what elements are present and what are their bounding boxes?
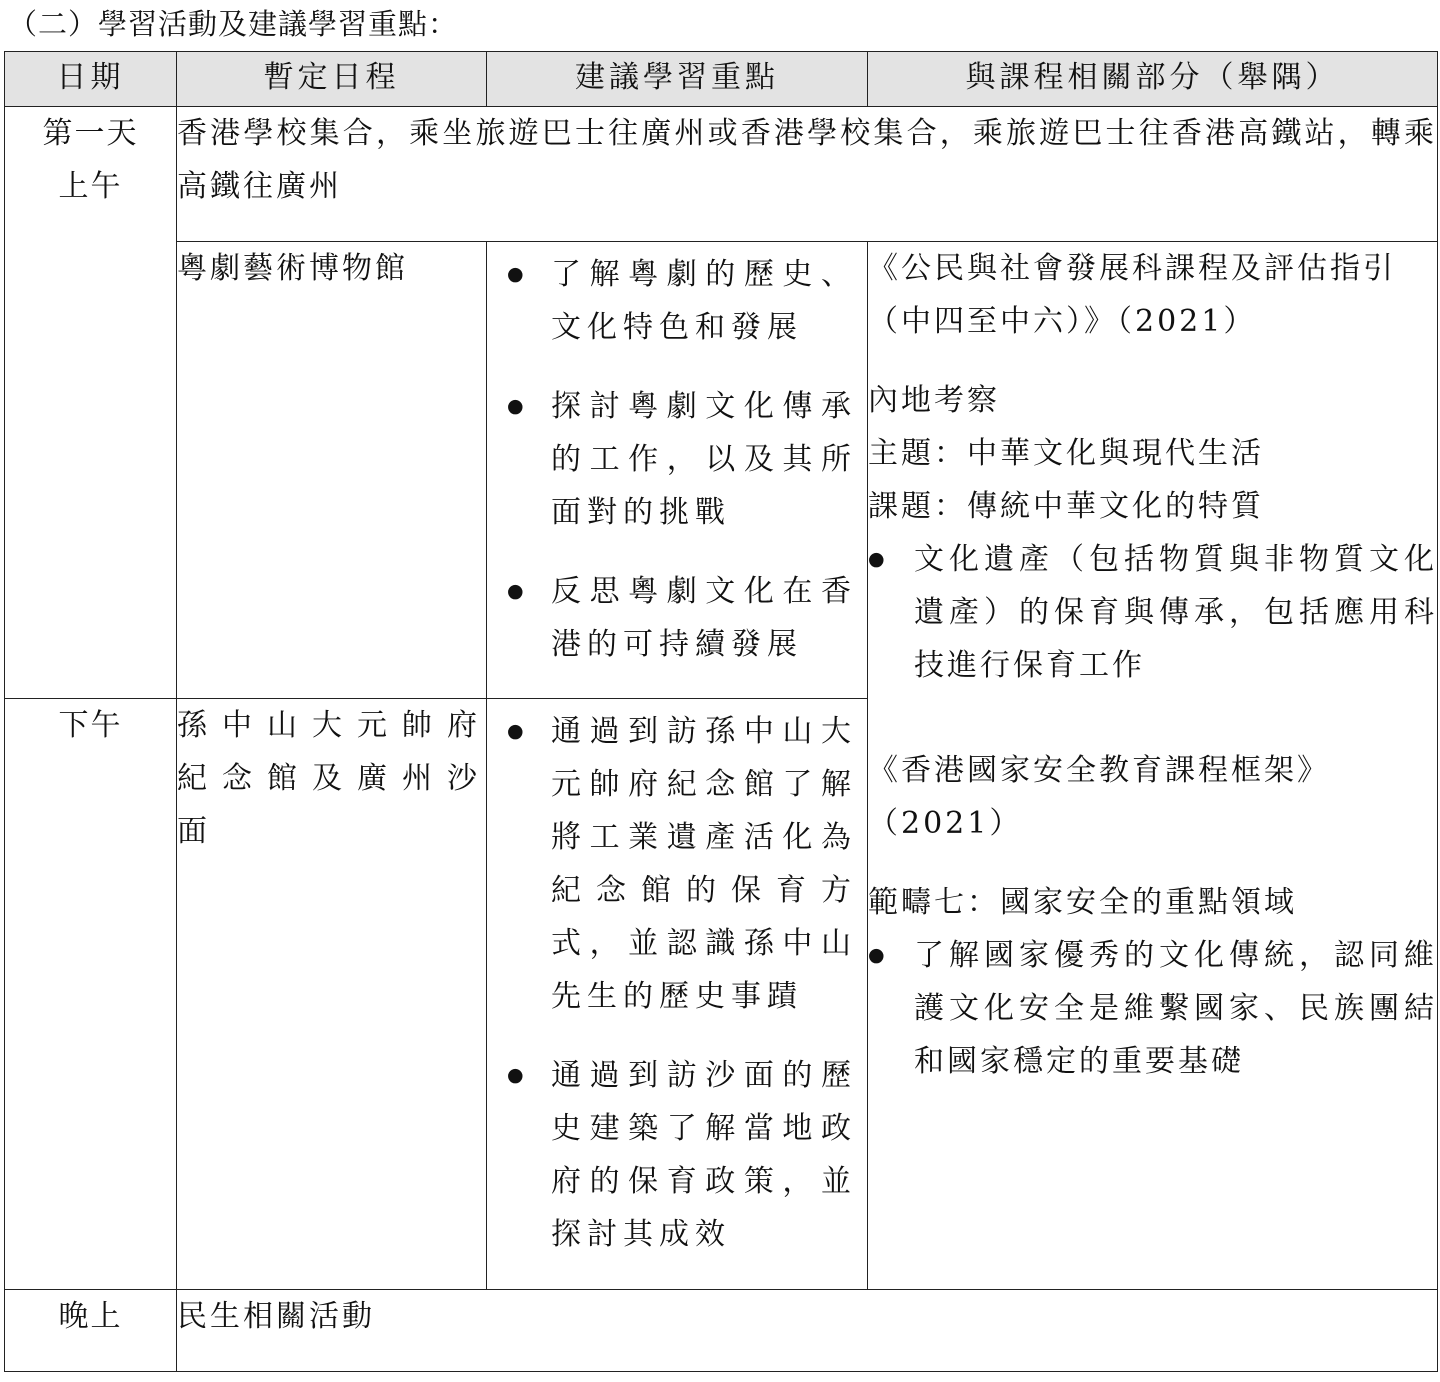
- curriculum-theme-1: 主題：中華文化與現代生活: [868, 436, 1264, 471]
- curriculum-point-2: ● 了解國家優秀的文化傳統，認同維護文化安全是維繫國家、民族團結和國家穩定的重要基礎: [868, 929, 1437, 1088]
- table-row: [5, 242, 1438, 699]
- schedule-table: [4, 51, 1438, 1372]
- afternoon-place: 孫中山大元帥府紀念館及廣州沙面: [177, 699, 487, 1290]
- curriculum-point-1: ● 文化遺產（包括物質與非物質文化遺產）的保育與傳承，包括應用科技進行保育工作: [868, 533, 1437, 692]
- list-item: ● 通過到訪孫中山大元帥府紀念館了解將工業遺產活化為紀念館的保育方式，並認識孫中山先生的歷史事蹟: [495, 705, 857, 1023]
- list-item: ● 了解粵劇的歷史、文化特色和發展: [495, 248, 857, 354]
- curriculum-section-2: 範疇七：國家安全的重點領域: [868, 885, 1297, 920]
- museum-place: 粵劇藝術博物館: [177, 242, 487, 699]
- curriculum-guide-1: 《公民與社會發展科課程及評估指引（中四至中六）》（2021）: [868, 251, 1396, 339]
- curriculum-guide-2: 《香港國家安全教育課程框架》（2021）: [868, 753, 1330, 841]
- curriculum-cell: [868, 242, 1438, 1290]
- afternoon-points-cell: [487, 699, 868, 1290]
- header-learning-focus: 建議學習重點: [487, 52, 868, 107]
- day-label: 第一天: [42, 116, 139, 151]
- list-item: ● 通過到訪沙面的歷史建築了解當地政府的保育政策，並探討其成效: [495, 1049, 857, 1261]
- evening-label: 晚上: [5, 1290, 177, 1372]
- evening-activity: 民生相關活動: [177, 1290, 1438, 1372]
- header-row: [5, 52, 1438, 107]
- afternoon-points: [487, 699, 867, 1261]
- museum-points-cell: [487, 242, 868, 699]
- afternoon-label: 下午: [5, 699, 177, 1290]
- section-title: （二）學習活動及建議學習重點：: [8, 7, 459, 41]
- morning-travel: 香港學校集合，乘坐旅遊巴士往廣州或香港學校集合，乘旅遊巴士往香港高鐵站，轉乘高鐵往廣州: [177, 107, 1438, 242]
- day1-morning-cell: [5, 107, 177, 699]
- list-item: ● 反思粵劇文化在香港的可持續發展: [495, 565, 857, 671]
- time-label-morning: 上午: [58, 169, 123, 204]
- table-row: [5, 1290, 1438, 1372]
- list-item: ● 探討粵劇文化傳承的工作，以及其所面對的挑戰: [495, 380, 857, 539]
- table-row: [5, 107, 1438, 242]
- curriculum-topic-1: 課題：傳統中華文化的特質: [868, 489, 1264, 524]
- curriculum-section-1: 內地考察: [868, 383, 1000, 418]
- header-curriculum: 與課程相關部分（舉隅）: [868, 52, 1438, 107]
- header-schedule: 暫定日程: [177, 52, 487, 107]
- header-date: 日期: [5, 52, 177, 107]
- museum-points: [487, 242, 867, 671]
